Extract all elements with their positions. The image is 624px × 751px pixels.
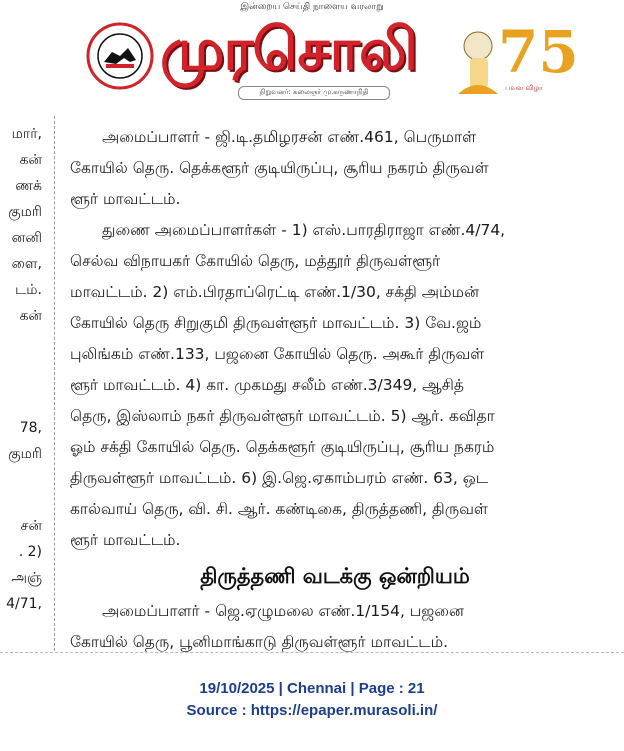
article-line: கால்வாய் தெரு, வி. சி. ஆர். கண்டிகை, திருத்தணி, திருவள் bbox=[70, 500, 488, 518]
left-fragment: 4/71, bbox=[6, 596, 42, 612]
masthead bbox=[0, 0, 624, 105]
article-line: கோயில் தெரு. தெக்களூர் குடியிருப்பு, சூரிய நகரம் திருவள் bbox=[70, 159, 489, 177]
article-line: ளூர் மாவட்டம். bbox=[70, 190, 181, 208]
column-divider bbox=[54, 116, 55, 651]
article-line: ஓம் சக்தி கோயில் தெரு. தெக்களூர் குடியிருப்பு, சூரிய நகரம் bbox=[70, 438, 495, 456]
footer-date-location-page: 19/10/2025 | Chennai | Page : 21 bbox=[199, 680, 425, 697]
anniversary-75-emblem bbox=[450, 6, 579, 102]
article-line: திருவள்ளூர் மாவட்டம். 6) இ.ஜெ.ஏகாம்பரம் எண். 63, ஒட bbox=[70, 469, 489, 487]
article-line: தெரு, இஸ்லாம் நகர் திருவள்ளூர் மாவட்டம். 5) ஆர். கவிதா bbox=[70, 407, 495, 425]
left-fragment: . 2) bbox=[18, 544, 42, 560]
article-line: துணை அமைப்பாளர்கள் - 1) எஸ்.பாரதிராஜா எண்.4/74, bbox=[102, 221, 506, 239]
article-line: கோயில் தெரு, பூனிமாங்காடு திருவள்ளூர் மாவட்டம். bbox=[70, 633, 448, 651]
anniversary-number: 75 bbox=[498, 18, 579, 86]
article-line: அமைப்பாளர் - ஜெ.ஏழுமலை எண்.1/154, பஜனை bbox=[102, 602, 464, 620]
article-line: செல்வ விநாயகர் கோயில் தெரு, மத்தூர் திருவள்ளூர் bbox=[70, 252, 441, 270]
left-fragment: ணக் bbox=[15, 178, 42, 194]
left-fragment: குமரி bbox=[8, 446, 42, 462]
left-fragment: டம். bbox=[15, 282, 42, 298]
article-column bbox=[70, 122, 600, 658]
party-seal-logo bbox=[86, 22, 154, 90]
left-fragment: கன் bbox=[19, 152, 42, 168]
left-fragment: னனி bbox=[11, 230, 42, 246]
article-line: புலிங்கம் எண்.133, பஜனை கோயில் தெரு. அகூர் திருவள் bbox=[70, 345, 485, 363]
left-fragment: சன் bbox=[20, 518, 42, 534]
left-fragment: மார், bbox=[11, 126, 42, 142]
article-line: ளூர் மாவட்டம். 4) கா. முகமது சலீம் எண்.3/349, ஆசித் bbox=[70, 376, 465, 394]
newspaper-logo: முரசொலி bbox=[160, 15, 417, 83]
footer-source: Source : https://epaper.murasoli.in/ bbox=[186, 702, 438, 719]
anniversary-caption: பவள விழா bbox=[505, 84, 543, 92]
bottom-rule bbox=[0, 652, 624, 654]
left-fragment: 78, bbox=[19, 420, 42, 436]
masthead-tagline: இன்றைய செய்தி நாளைய வரலாறு bbox=[240, 2, 384, 12]
article-line: கோயில் தெரு சிறுகுமி திருவள்ளூர் மாவட்டம். 3) வே.ஜம் bbox=[70, 314, 482, 332]
article-line: மாவட்டம். 2) எம்.பிரதாப்ரெட்டி எண்.1/30, சக்தி அம்மன் bbox=[70, 283, 480, 301]
section-heading: திருத்தணி வடக்கு ஒன்றியம் bbox=[200, 564, 470, 588]
article-line: அமைப்பாளர் - ஜி.டி.தமிழரசன் எண்.461, பெருமாள் bbox=[102, 128, 477, 146]
founder-line: நிறுவனர்: கலைஞர் மு.கருணாநிதி bbox=[238, 86, 390, 100]
left-fragment: குமரி bbox=[8, 204, 42, 220]
left-fragment: அஞ் bbox=[11, 570, 42, 586]
left-fragment: ளை, bbox=[11, 256, 42, 272]
left-fragment: கன் bbox=[19, 308, 42, 324]
article-line: ளூர் மாவட்டம். bbox=[70, 531, 181, 549]
left-column-fragments bbox=[0, 118, 48, 653]
